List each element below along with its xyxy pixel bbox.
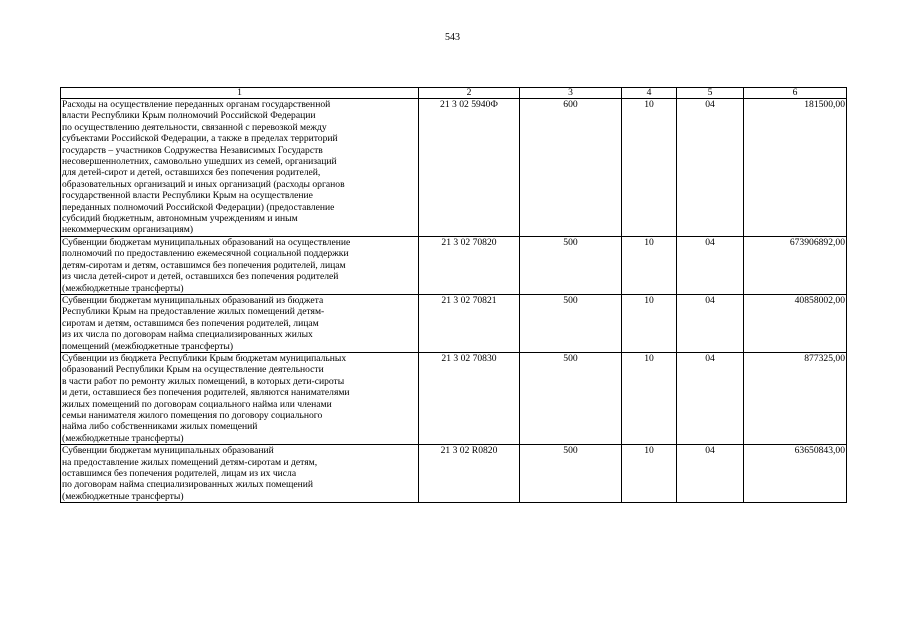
row-col3: 600 bbox=[520, 99, 622, 237]
row-amount: 63650843,00 bbox=[744, 445, 847, 503]
column-header: 1 bbox=[61, 88, 419, 99]
row-col5: 04 bbox=[677, 236, 744, 294]
row-code: 21 3 02 70821 bbox=[419, 294, 520, 352]
table-row bbox=[61, 294, 847, 352]
table-row bbox=[61, 352, 847, 444]
row-code: 21 3 02 R0820 bbox=[419, 445, 520, 503]
row-description: Субвенции из бюджета Республики Крым бюджетам муниципальных образований Республики Крым на осуществление деятельности в части работ по ремонту жилых помещений, в которых дети-сироты и дети, оставшиеся без попечения родителей, являются нанимателями жилых помещений по договорам социального найма или членами семьи нанимателя жилого помещения по договору социального найма либо собственниками жилых помещений (межбюджетные трансферты) bbox=[61, 352, 419, 444]
row-col3: 500 bbox=[520, 294, 622, 352]
row-col4: 10 bbox=[622, 352, 677, 444]
column-header: 3 bbox=[520, 88, 622, 99]
page-number: 543 bbox=[445, 32, 460, 43]
table-row bbox=[61, 445, 847, 503]
budget-table bbox=[60, 87, 847, 503]
row-col5: 04 bbox=[677, 294, 744, 352]
row-col3: 500 bbox=[520, 445, 622, 503]
row-description: Расходы на осуществление переданных органам государственной власти Республики Крым полномочий Российской Федерации по осуществлению деятельности, связанной с перевозкой между субъектами Российской Федерации, а также в пределах территорий государств – участников Содружества Независимых Государств несовершеннолетних, самовольно ушедших из семей, организаций для детей-сирот и детей, оставшихся без попечения родителей, образовательных организаций и иных организаций (расходы органов государственной власти Республики Крым на осуществление переданных полномочий Российской Федерации) (предоставление субсидий бюджетным, автономным учреждениям и иным некоммерческим организациям) bbox=[61, 99, 419, 237]
row-col4: 10 bbox=[622, 445, 677, 503]
row-code: 21 3 02 5940Ф bbox=[419, 99, 520, 237]
row-code: 21 3 02 70830 bbox=[419, 352, 520, 444]
column-header: 4 bbox=[622, 88, 677, 99]
row-col4: 10 bbox=[622, 294, 677, 352]
row-col4: 10 bbox=[622, 99, 677, 237]
table-row bbox=[61, 99, 847, 237]
row-amount: 877325,00 bbox=[744, 352, 847, 444]
column-header: 5 bbox=[677, 88, 744, 99]
row-amount: 673906892,00 bbox=[744, 236, 847, 294]
row-description: Субвенции бюджетам муниципальных образований на предоставление жилых помещений детям-сиротам и детям, оставшимся без попечения родителей, лицам из их числа по договорам найма специализированных жилых помещений (межбюджетные трансферты) bbox=[61, 445, 419, 503]
row-col5: 04 bbox=[677, 352, 744, 444]
row-col4: 10 bbox=[622, 236, 677, 294]
row-description: Субвенции бюджетам муниципальных образований из бюджета Республики Крым на предоставление жилых помещений детям- сиротам и детям, оставшимся без попечения родителей, лицам из их числа по договорам найма специализированных жилых помещений (межбюджетные трансферты) bbox=[61, 294, 419, 352]
row-col3: 500 bbox=[520, 236, 622, 294]
row-description: Субвенции бюджетам муниципальных образований на осуществление полномочий по предоставлению ежемесячной социальной поддержки детям-сиротам и детям, оставшимся без попечения родителей, лицам из числа детей-сирот и детей, оставшихся без попечения родителей (межбюджетные трансферты) bbox=[61, 236, 419, 294]
table-row bbox=[61, 236, 847, 294]
row-code: 21 3 02 70820 bbox=[419, 236, 520, 294]
row-amount: 40858002,00 bbox=[744, 294, 847, 352]
table-header-row bbox=[61, 88, 847, 99]
column-header: 6 bbox=[744, 88, 847, 99]
row-col3: 500 bbox=[520, 352, 622, 444]
column-header: 2 bbox=[419, 88, 520, 99]
row-col5: 04 bbox=[677, 99, 744, 237]
row-col5: 04 bbox=[677, 445, 744, 503]
row-amount: 181500,00 bbox=[744, 99, 847, 237]
